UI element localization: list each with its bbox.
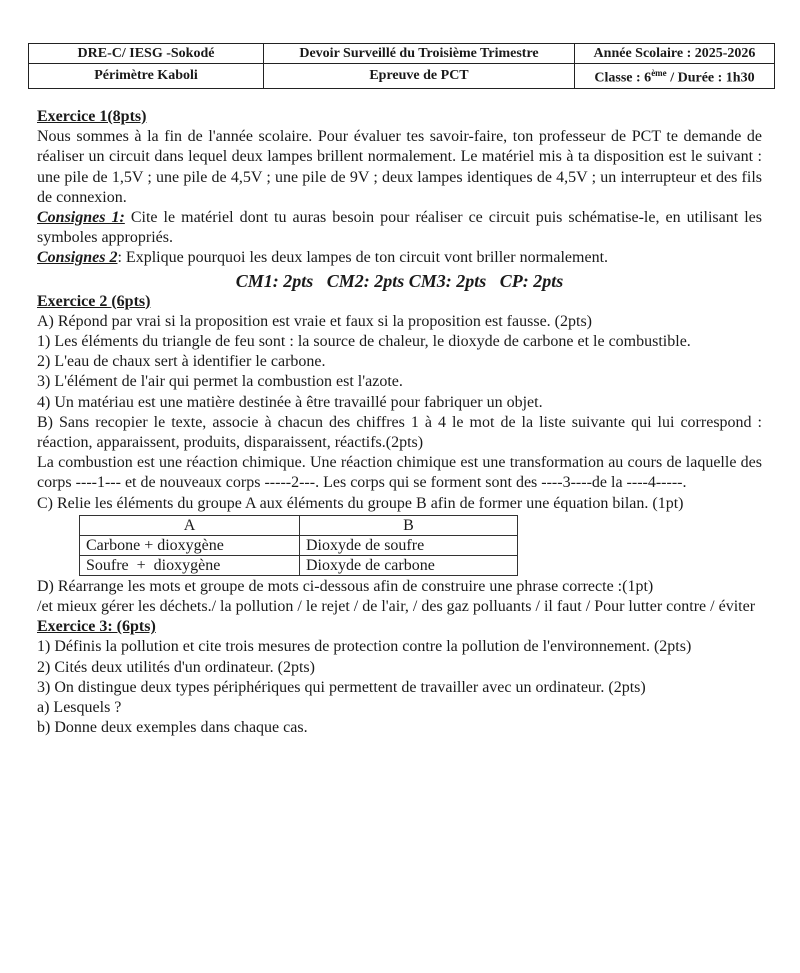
- table-row: [80, 555, 518, 575]
- matching-header-b: B: [300, 515, 518, 535]
- exercise-3-question-3: 3) On distingue deux types périphériques qui permettent de travailler avec un ordinateur. (2pts): [37, 678, 646, 696]
- instruction-1-text: Cite le matériel dont tu auras besoin pour réaliser ce circuit puis schématise-le, en utilisant les symboles appropriés.: [37, 209, 762, 247]
- exercise-2-question-1: 1) Les éléments du triangle de feu sont : la source de chaleur, le dioxyde de carbone et le combustible.: [37, 333, 691, 351]
- exercise-3-question-3b: b) Donne deux exemples dans chaque cas.: [37, 719, 308, 737]
- group-b-cell: Dioxyde de carbone: [300, 555, 518, 575]
- exercise-1-marks: CM1: 2pts CM2: 2pts CM3: 2pts CP: 2pts: [235, 270, 564, 291]
- instruction-2-text: : Explique pourquoi les deux lampes de ton circuit vont briller normalement.: [117, 249, 609, 267]
- header-class-prefix: Classe : 6: [594, 70, 652, 86]
- header-class-duration: [575, 64, 775, 89]
- exercise-2-fill-text: La combustion est une réaction chimique. Une réaction chimique est une transformation au cours de laquelle des corps ----1--- et de nouveaux corps -----2---. Les corps qui se forment sont des ----3----de la ----4-----.: [37, 454, 762, 492]
- exam-header-table: [28, 43, 775, 89]
- exercise-1-title: Exercice 1(8pts): [37, 108, 147, 125]
- exercise-3-question-2: 2) Cités deux utilités d'un ordinateur. (2pts): [37, 658, 315, 676]
- header-school-year: Année Scolaire : 2025-2026: [575, 44, 775, 64]
- group-a-cell: Soufre + dioxygène: [80, 555, 300, 575]
- header-school: DRE-C/ IESG -Sokodé: [29, 44, 264, 64]
- header-perimeter: Périmètre Kaboli: [29, 64, 264, 89]
- header-class-suffix: / Durée : 1h30: [666, 70, 755, 86]
- exercise-2-part-c: C) Relie les éléments du groupe A aux éléments du groupe B afin de former une équation bilan. (1pt): [37, 494, 684, 512]
- exercise-2-part-d: D) Réarrange les mots et groupe de mots ci-dessous afin de construire une phrase correcte :(1pt): [37, 577, 654, 595]
- header-exam-title: Devoir Surveillé du Troisième Trimestre: [264, 44, 575, 64]
- instruction-1-label: Consignes 1:: [37, 209, 125, 227]
- exercise-3-title: Exercice 3: (6pts): [37, 618, 156, 636]
- exercise-2-question-3: 3) L'élément de l'air qui permet la combustion est l'azote.: [37, 373, 403, 391]
- matching-header-a: A: [80, 515, 300, 535]
- exercise-2-title: Exercice 2 (6pts): [37, 292, 151, 310]
- exercise-3-question-1: 1) Définis la pollution et cite trois mesures de protection contre la pollution de l'environnement. (2pts): [37, 638, 692, 656]
- header-subject: Epreuve de PCT: [264, 64, 575, 89]
- exercise-2-word-list: /et mieux gérer les déchets./ la pollution / le rejet / de l'air, / des gaz polluants / il faut / Pour lutter contre / éviter: [37, 598, 756, 616]
- exercise-2-part-a: A) Répond par vrai si la proposition est vraie et faux si la proposition est fausse. (2pts): [37, 312, 592, 330]
- exercise-3-question-3a: a) Lesquels ?: [37, 699, 122, 717]
- group-b-cell: Dioxyde de soufre: [300, 535, 518, 555]
- exercise-2-question-4: 4) Un matériau est une matière destinée à être travaillé pour fabriquer un objet.: [37, 393, 543, 411]
- instruction-2-label: Consignes 2: [37, 249, 118, 267]
- exercise-1-instruction-1: [37, 208, 762, 248]
- group-a-cell: Carbone + dioxygène: [80, 535, 300, 555]
- exercise-1-text: Nous sommes à la fin de l'année scolaire. Pour évaluer tes savoir-faire, ton professeur de PCT te demande de réaliser un circuit dans lequel deux lampes brillent normalement. Le matériel mis à ta disposition est le suivant : une pile de 1,5V ; une pile de 4,5V ; une pile de 9V ; deux lampes identiques de 4,5V ; un interrupteur et des fils de connexion.: [37, 128, 762, 206]
- exercise-2-part-b: B) Sans recopier le texte, associe à chacun des chiffres 1 à 4 le mot de la liste suivante qui lui correspond : réaction, apparaissent, produits, disparaissent, réactifs.(2pts): [37, 413, 762, 452]
- exam-content: [37, 107, 762, 738]
- exercise-1-instruction-2: [37, 248, 762, 268]
- header-class-sup: ème: [651, 68, 667, 78]
- exercise-2-question-2: 2) L'eau de chaux sert à identifier le carbone.: [37, 353, 326, 371]
- matching-table: [79, 515, 518, 576]
- table-row: [80, 535, 518, 555]
